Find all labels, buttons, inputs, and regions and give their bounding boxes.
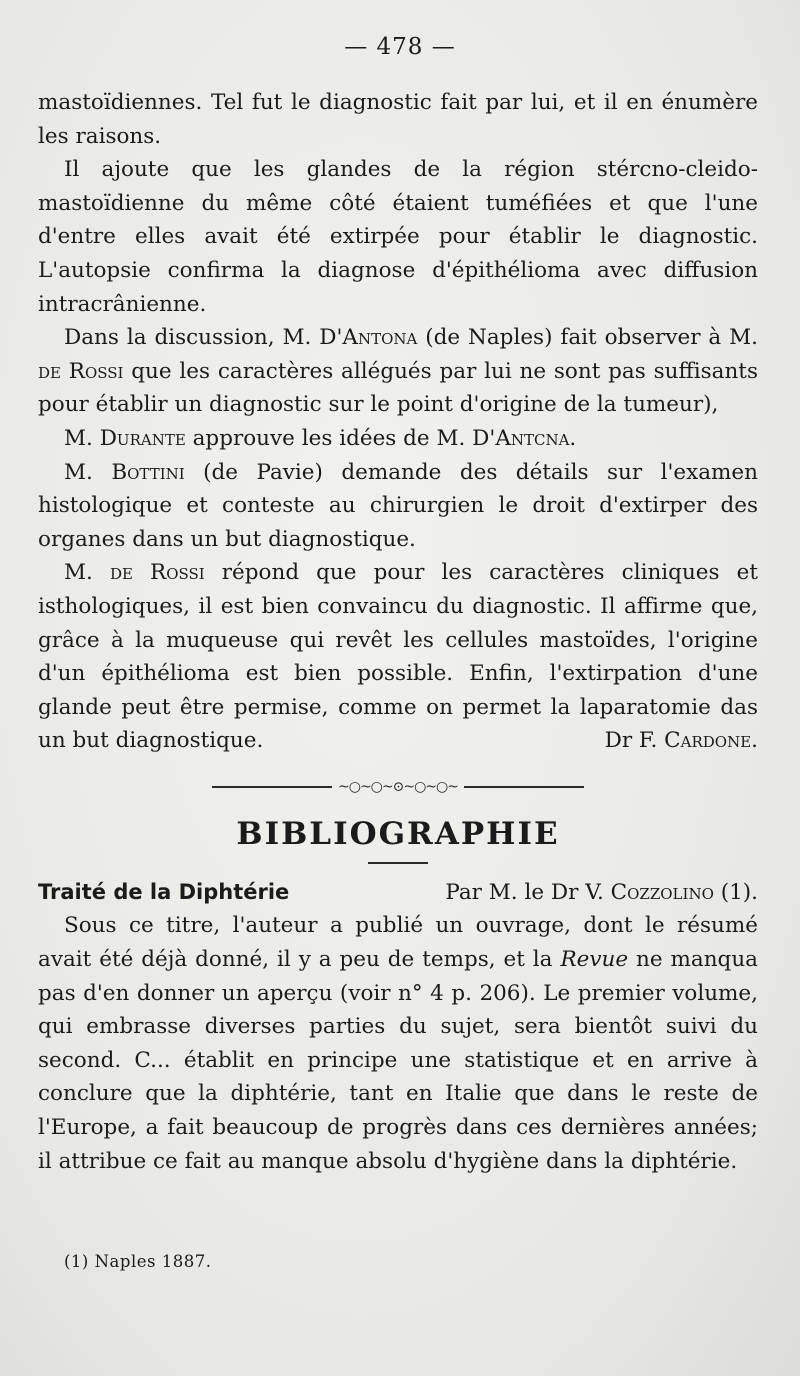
text-run: M. [64, 459, 112, 485]
page-number: — 478 — [344, 34, 456, 60]
byline-text: Par M. le Dr V. [445, 879, 611, 905]
paragraph-5 [38, 456, 758, 557]
paragraph-2: Il ajoute que les glandes de la région stércno-cleido-mastoïdienne du même côté étaient tuméfiées et que l'une d'entre elles avait été extirpée pour établir le diagnostic. L'autopsie confirma la diagnose d'épithélioma avec diffusion intracrânienne. [38, 157, 758, 317]
paragraph-3 [38, 321, 758, 422]
text-run [61, 359, 69, 384]
person-name: D'Antcna [472, 425, 570, 451]
ornament-glyph: ~○~○~⊙~○~○~ [338, 778, 458, 795]
text-run: . [569, 425, 577, 451]
text-run: (de Pavie) demande des détails sur l'examen histologique et conteste au chirurgien le droit d'extirper des organes dans un but diagnostique. [38, 459, 759, 552]
page-body [38, 86, 758, 1178]
text-run: que les caractères allégués par lui ne sont pas suffisants pour établir un diagnostic sur le point d'origine de la tumeur), [38, 358, 758, 418]
person-name: Rossi [150, 560, 205, 586]
person-particle: de [109, 560, 133, 586]
title-underline [368, 862, 428, 864]
text-run: M. [64, 560, 110, 586]
signature-prefix: Dr F. [604, 728, 665, 754]
rule-line-left [212, 786, 332, 788]
footnote-ref: (1). [713, 879, 758, 905]
section-title: BIBLIOGRAPHIE [236, 815, 560, 852]
book-heading [38, 876, 758, 910]
text-run: approuve les idées de M. [185, 425, 473, 451]
text-run [133, 560, 150, 585]
text-run: Sous ce titre, l'auteur a publié un ouvrage, dont le résumé avait été déjà donné, il y a peu de temps, et la [38, 913, 758, 973]
ornamental-rule [38, 776, 758, 798]
paragraph-1: mastoïdiennes. Tel fut le diagnostic fait par lui, et il en énumère les raisons. [38, 90, 758, 149]
book-title: Traité de la Diphtérie [38, 879, 290, 904]
text-run: (de Naples) fait observer à M. [417, 325, 758, 351]
rule-line-right [464, 786, 584, 788]
text-run: répond que pour les caractères cliniques et isthologiques, il est bien convaincu du diagnostic. Il affirme que, grâce à la muqueuse qui revêt les cellules mastoïdes, l'origine d'un épithélioma est bien possible. Enfin, l'extirpation d'une glande peut être permise, comme on permet la laparatomie das un but diagnostique. [38, 560, 758, 754]
journal-name: Revue [560, 947, 629, 973]
text-run: M. [64, 425, 100, 451]
paragraph-4 [38, 422, 758, 456]
book-author: Cozzolino [610, 879, 714, 905]
book-byline [445, 876, 758, 910]
signature-name: Cardone [664, 728, 752, 754]
person-name: D'Antona [319, 325, 418, 351]
person-particle: de [38, 358, 61, 384]
text-run: ne manqua pas d'en donner un aperçu (voir n° 4 p. 206). Le premier volume, qui embrasse diverses parties du sujet, sera bientôt suivi du second. C... établit en principe une statistique et en arrive à conclure que la diphtérie, tant en Italie que dans le reste de l'Europe, a fait beaucoup de progrès dans ces dernières années; il attribue ce fait au manque absolu d'hygiène dans la diphtérie. [38, 947, 758, 1174]
person-name: Durante [99, 425, 186, 451]
person-name: Rossi [68, 358, 124, 384]
review-paragraph [38, 909, 758, 1178]
signature-suffix: . [751, 728, 758, 754]
text-run: Dans la discussion, M. [64, 325, 320, 351]
footnote: (1) Naples 1887. [64, 1252, 212, 1271]
person-name: Bottini [111, 459, 185, 485]
